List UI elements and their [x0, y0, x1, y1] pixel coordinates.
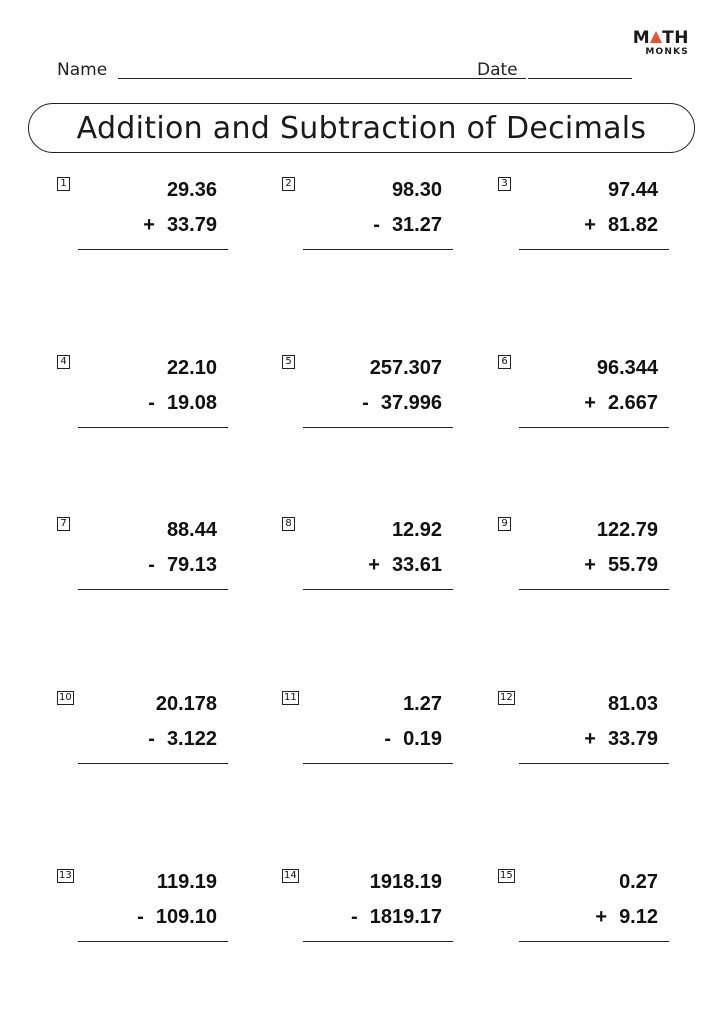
top-operand: 29.36	[166, 179, 217, 201]
problem-8	[282, 517, 482, 607]
operator: -	[148, 728, 155, 750]
operator-row	[546, 906, 658, 928]
problem-7	[57, 517, 257, 607]
problem-3	[498, 177, 698, 267]
answer-line[interactable]	[303, 249, 453, 250]
problem-number: 3	[498, 177, 511, 191]
bottom-operand: 9.12	[619, 906, 658, 928]
problem-number: 8	[282, 517, 295, 531]
problem-5	[282, 355, 482, 445]
operator-row	[546, 728, 658, 750]
operator-row	[546, 392, 658, 414]
answer-line[interactable]	[519, 589, 669, 590]
bottom-operand: 55.79	[607, 554, 658, 576]
problem-number: 14	[284, 870, 297, 881]
problem-15	[498, 869, 698, 959]
problem-4	[57, 355, 257, 445]
problem-12	[498, 691, 698, 781]
problem-10	[57, 691, 257, 781]
problem-number: 5	[282, 355, 295, 369]
operator: -	[148, 554, 155, 576]
operator-row	[330, 906, 442, 928]
top-operand: 88.44	[166, 519, 217, 541]
problem-6	[498, 355, 698, 445]
problem-2	[282, 177, 482, 267]
page-title: Addition and Subtraction of Decimals	[76, 110, 647, 146]
problem-number: 12	[500, 692, 513, 703]
bottom-operand: 37.996	[380, 392, 442, 414]
operator: -	[362, 392, 369, 414]
operator-row	[330, 214, 442, 236]
operator: +	[584, 214, 596, 236]
answer-line[interactable]	[78, 427, 228, 428]
bottom-operand: 31.27	[391, 214, 442, 236]
bottom-operand: 19.08	[166, 392, 217, 414]
problem-14	[282, 869, 482, 959]
bottom-operand: 33.61	[391, 554, 442, 576]
operator: +	[584, 728, 596, 750]
problem-number: 7	[57, 517, 70, 531]
name-label: Name	[57, 60, 108, 80]
operator-row	[105, 554, 217, 576]
top-operand: 96.344	[596, 357, 658, 379]
top-operand: 0.27	[619, 871, 658, 893]
problem-number: 13	[59, 870, 72, 881]
operator: -	[373, 214, 380, 236]
operator: -	[351, 906, 358, 928]
logo-letter-m: M	[632, 28, 651, 48]
operator-row	[105, 214, 217, 236]
operator: +	[595, 906, 608, 928]
operator-row	[546, 214, 658, 236]
bottom-operand: 81.82	[607, 214, 658, 236]
problem-number: 10	[59, 692, 72, 703]
operator: -	[384, 728, 392, 750]
operator-row	[330, 728, 442, 750]
problem-number: 9	[498, 517, 511, 531]
operator-row	[105, 906, 217, 928]
bottom-operand: 1819.17	[369, 906, 442, 928]
operator-row	[330, 554, 442, 576]
bottom-operand: 3.122	[166, 728, 217, 750]
top-operand: 22.10	[166, 357, 217, 379]
operator-row	[330, 392, 442, 414]
bottom-operand: 2.667	[607, 392, 658, 414]
operator: +	[368, 554, 380, 576]
bottom-operand: 0.19	[403, 728, 442, 750]
bottom-operand: 33.79	[607, 728, 658, 750]
problem-number: 2	[282, 177, 295, 191]
problem-9	[498, 517, 698, 607]
top-operand: 12.92	[391, 519, 442, 541]
bottom-operand: 33.79	[166, 214, 217, 236]
bottom-operand: 79.13	[166, 554, 217, 576]
answer-line[interactable]	[519, 941, 669, 942]
answer-line[interactable]	[303, 427, 453, 428]
answer-line[interactable]	[519, 427, 669, 428]
answer-line[interactable]	[303, 763, 453, 764]
problem-number: 11	[284, 692, 297, 703]
date-label: Date	[477, 60, 518, 80]
top-operand: 257.307	[369, 357, 442, 379]
bottom-operand: 109.10	[155, 906, 217, 928]
top-operand: 20.178	[155, 693, 217, 715]
top-operand: 1.27	[403, 693, 442, 715]
problem-number: 4	[57, 355, 70, 369]
operator: +	[584, 554, 596, 576]
answer-line[interactable]	[519, 763, 669, 764]
answer-line[interactable]	[78, 589, 228, 590]
top-operand: 98.30	[391, 179, 442, 201]
operator: -	[137, 906, 144, 928]
operator: -	[148, 392, 155, 414]
top-operand: 81.03	[607, 693, 658, 715]
problem-13	[57, 869, 257, 959]
answer-line[interactable]	[78, 941, 228, 942]
answer-line[interactable]	[78, 763, 228, 764]
problem-number: 6	[498, 355, 511, 369]
logo-letters-th: TH	[662, 28, 689, 48]
operator-row	[105, 728, 217, 750]
operator-row	[105, 392, 217, 414]
top-operand: 1918.19	[369, 871, 442, 893]
problem-number: 15	[500, 870, 513, 881]
answer-line[interactable]	[303, 941, 453, 942]
top-operand: 119.19	[156, 871, 217, 893]
operator: +	[143, 214, 155, 236]
operator: +	[584, 392, 596, 414]
answer-line[interactable]	[78, 249, 228, 250]
problem-1	[57, 177, 257, 267]
operator-row	[546, 554, 658, 576]
top-operand: 97.44	[607, 179, 658, 201]
logo-subtitle: MONKS	[645, 47, 689, 57]
problem-number: 1	[57, 177, 70, 191]
problem-11	[282, 691, 482, 781]
top-operand: 122.79	[596, 519, 658, 541]
answer-line[interactable]	[303, 589, 453, 590]
answer-line[interactable]	[519, 249, 669, 250]
